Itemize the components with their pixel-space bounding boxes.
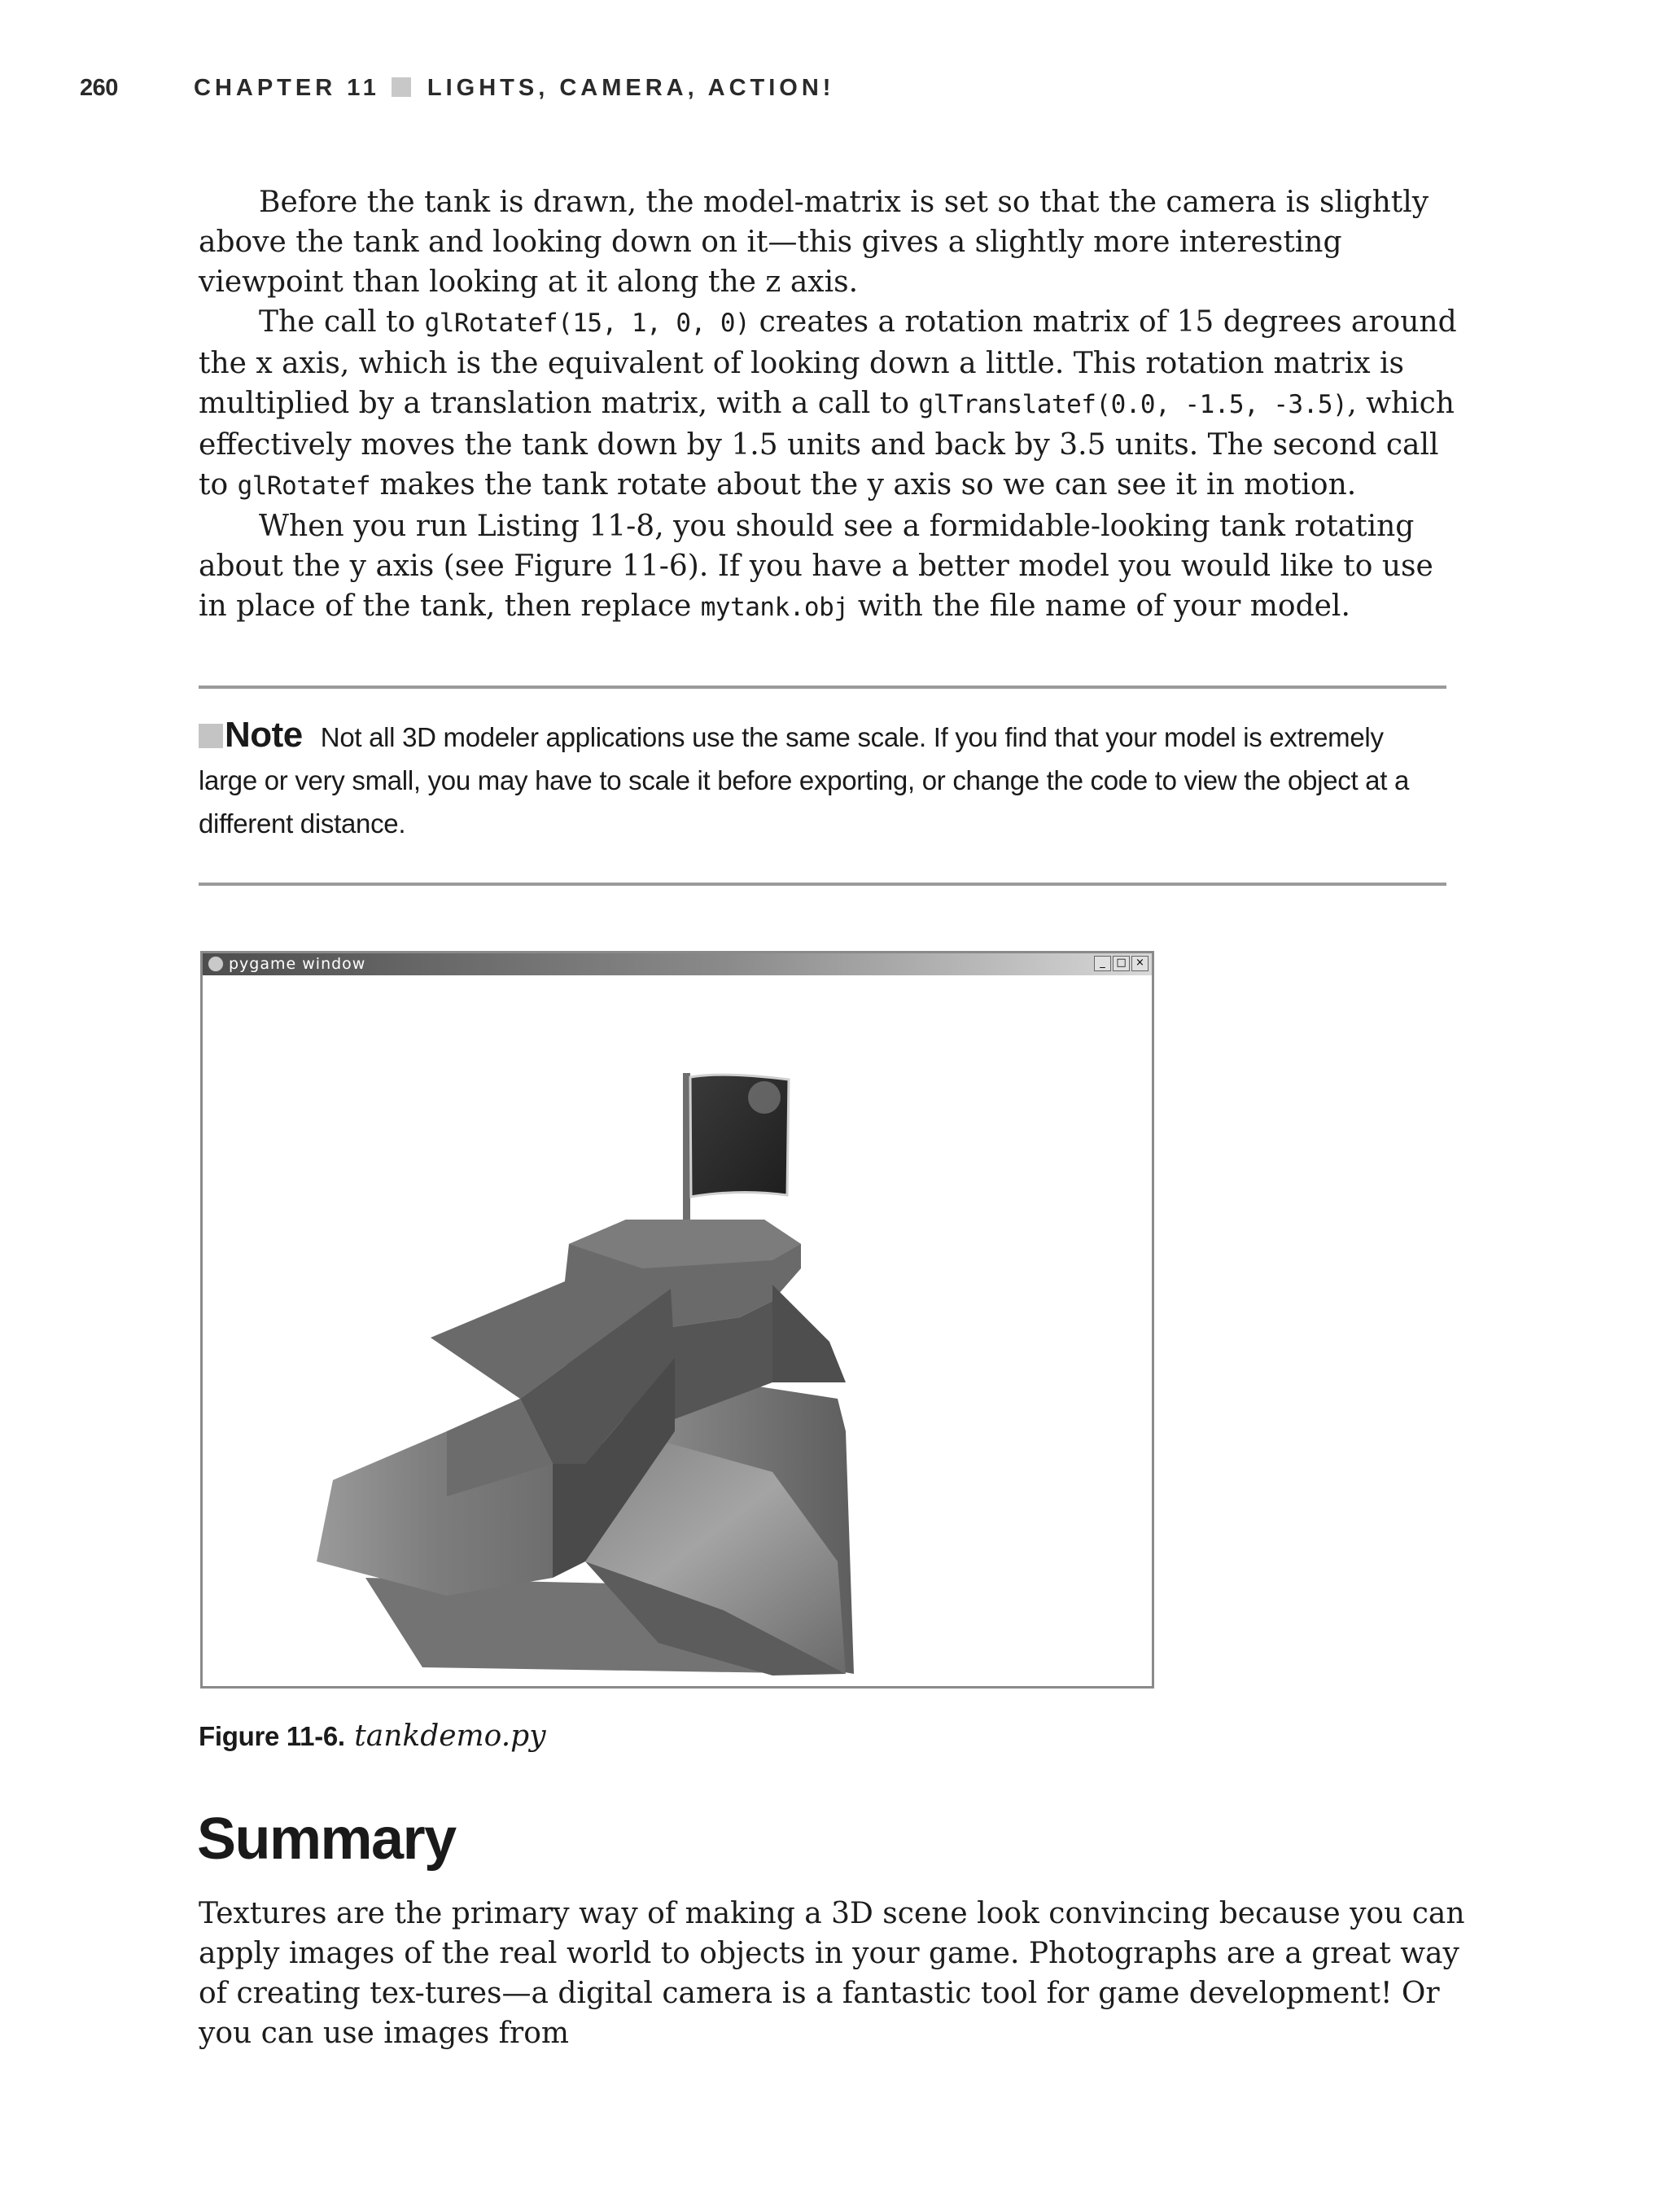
inline-code: glTranslatef(0.0, -1.5, -3.5)	[918, 390, 1348, 419]
note-text: Not all 3D modeler applications use the same scale. If you find that your model is extremely large or very small, you may have to scale it before exporting, or change the code to view the object at a different distance.	[199, 722, 1410, 839]
note-label: Note	[225, 715, 303, 755]
note-box	[199, 686, 1446, 886]
window-titlebar	[203, 953, 1152, 975]
chapter-number: CHAPTER 11	[194, 75, 380, 101]
paragraph-2	[199, 302, 1468, 506]
running-head	[80, 75, 1464, 107]
note-content	[199, 713, 1446, 845]
flag	[683, 1073, 789, 1220]
body-text-bottom	[199, 1894, 1468, 2053]
paragraph-2-text-4: makes the tank rotate about the y axis so we can see it in motion.	[370, 468, 1357, 502]
paragraph-2-text-2: creates a rotation matrix of 15 degrees around the x axis, which is the equivalent of looking down a little. This rotation matrix is multiplied by a translation matrix, with a call to	[199, 305, 1457, 420]
page-number: 260	[80, 75, 118, 101]
window-controls	[1092, 956, 1149, 978]
caption-label: Figure 11-6.	[199, 1721, 345, 1751]
caption-text: tankdemo.py	[354, 1719, 546, 1753]
paragraph-3	[199, 506, 1468, 628]
tank-render	[203, 975, 1152, 1686]
section-heading: Summary	[197, 1807, 456, 1872]
inline-code: mytank.obj	[700, 593, 849, 622]
window-title: pygame window	[229, 955, 366, 973]
maximize-button[interactable]: □	[1113, 956, 1130, 971]
inline-code: glRotatef(15, 1, 0, 0)	[424, 309, 750, 338]
minimize-button[interactable]: _	[1094, 956, 1111, 971]
summary-paragraph: Textures are the primary way of making a 3D scene look convincing because you can apply images of the real world to objects in your game. Photographs are a great way of creating tex-tures—a digital camera is a fantastic tool for game development! Or you can use images from	[199, 1897, 1465, 2050]
paragraph-3-text-2: with the file name of your model.	[848, 589, 1350, 623]
pygame-app-icon	[208, 956, 224, 972]
paragraph-1: Before the tank is drawn, the model-matrix is set so that the camera is slightly above the tank and looking down on it—this gives a slightly more interesting viewpoint than looking at it along the z axis.	[199, 186, 1429, 299]
separator-square-icon	[392, 77, 411, 97]
figure-caption	[199, 1719, 546, 1753]
inline-code: glRotatef	[237, 471, 371, 501]
body-text-top	[199, 182, 1468, 628]
paragraph-2-text-3: , which effectively moves the tank down by 1.5 units and back by 3.5 units. The second call to	[199, 387, 1455, 502]
paragraph-2-text-1: The call to	[259, 305, 425, 339]
chapter-title: LIGHTS, CAMERA, ACTION!	[427, 75, 835, 101]
paragraph-3-text-1: When you run Listing 11-8, you should see a formidable-looking tank rotating about the y axis (see Figure 11-6). If you have a better model you would like to use in place of the tank, then replace	[199, 510, 1433, 623]
figure-screenshot	[200, 951, 1154, 1689]
note-square-icon	[199, 724, 223, 748]
chapter-heading	[194, 75, 834, 102]
close-button[interactable]: ×	[1131, 956, 1149, 971]
